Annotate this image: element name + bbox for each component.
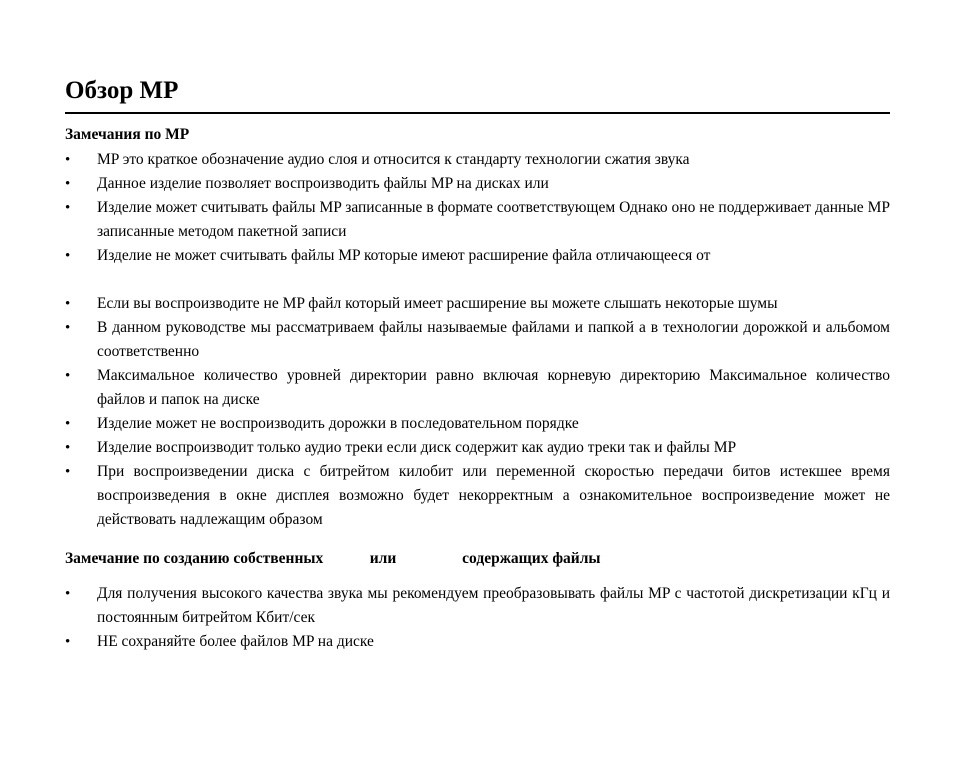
mp-notes-list <box>65 148 890 532</box>
list-item: • Изделие не может считывать файлы MP которые имеют расширение файла отличающееся от <box>65 244 890 292</box>
title-rule <box>65 112 890 114</box>
list-item: • Изделие может считывать файлы MP записанные в формате соответствующем Однако оно не поддерживает данные MP записанные методом пакетной записи <box>65 196 890 244</box>
document-page <box>65 74 890 654</box>
list-item: • Если вы воспроизводите не MP файл который имеет расширение вы можете слышать некоторые шумы <box>65 292 890 316</box>
list-item: • Данное изделие позволяет воспроизводить файлы MP на дисках или <box>65 172 890 196</box>
list-item: • НЕ сохраняйте более файлов MP на диске <box>65 630 890 654</box>
list-item: • При воспроизведении диска с битрейтом килобит или переменной скоростью передачи битов истекшее время воспроизведения в окне дисплея возможно будет некорректным а ознакомительное воспроизведение может не действовать надлежащим образом <box>65 460 890 532</box>
list-item: • Изделие воспроизводит только аудио треки если диск содержит как аудио треки так и файлы MP <box>65 436 890 460</box>
list-item: • Максимальное количество уровней директории равно включая корневую директорию Максимальное количество файлов и папок на диске <box>65 364 890 412</box>
page-title: Обзор MP <box>65 77 179 104</box>
list-item: • Изделие может не воспроизводить дорожки в последовательном порядке <box>65 412 890 436</box>
section-heading-mp-notes: Замечания по MP <box>65 126 190 143</box>
section-heading-disc-creation: Замечание по созданию собственных или содержащих файлы <box>65 550 601 567</box>
disc-creation-list <box>65 582 890 654</box>
list-item: • MP это краткое обозначение аудио слоя и относится к стандарту технологии сжатия звука <box>65 148 890 172</box>
list-item: • Для получения высокого качества звука мы рекомендуем преобразовывать файлы MP с частотой дискретизации кГц и постоянным битрейтом Кбит/сек <box>65 582 890 630</box>
list-item: • В данном руководстве мы рассматриваем файлы называемые файлами и папкой а в технологии дорожкой и альбомом соответственно <box>65 316 890 364</box>
